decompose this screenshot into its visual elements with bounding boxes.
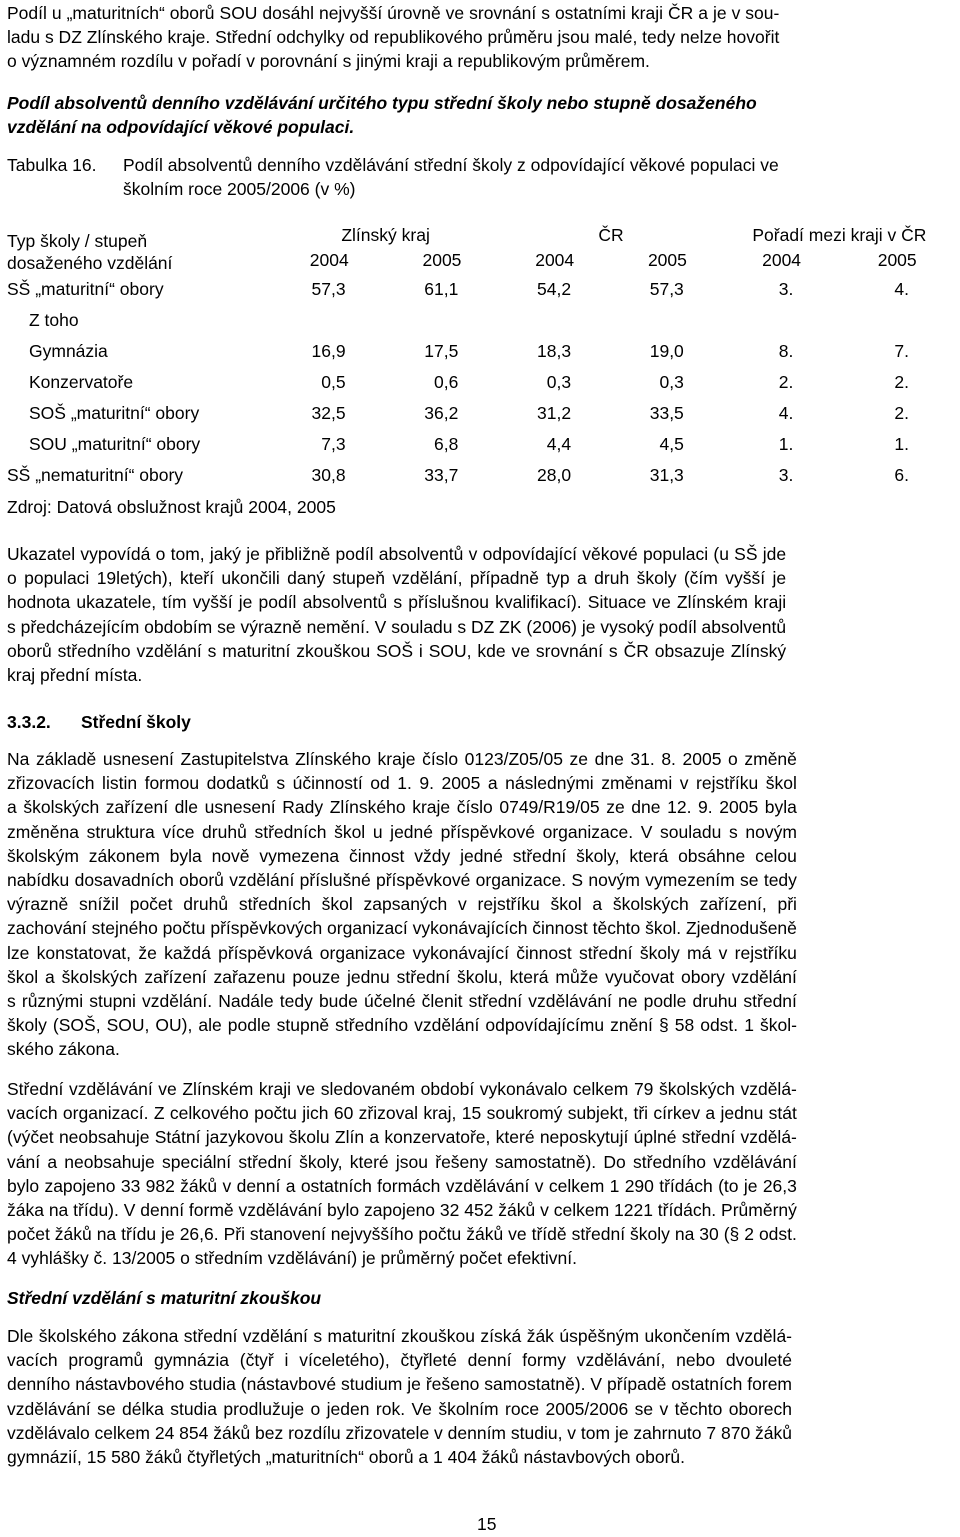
text-line: Střední vzdělávání ve Zlínském kraji ve sledovaném období vykonávalo celkem 79 školských vzdělá- — [7, 1079, 797, 1099]
heading-line: vzdělání na odpovídající věkové populaci. — [7, 117, 355, 138]
cell-value: 0,3 — [659, 372, 684, 392]
text-line: s různými stupni vzdělání. Nadále tedy bude účelné členit střední vzdělávání ne podle druhu střední — [7, 991, 797, 1012]
bold-italic-heading — [7, 91, 757, 139]
year-header: 2004 — [535, 249, 575, 270]
text-line: Na základě usnesení Zastupitelstva Zlínského kraje číslo 0123/Z05/05 ze dne 31. 8. 2005 o změně — [7, 749, 797, 769]
cell-value: 19,0 — [649, 341, 684, 361]
cell-value: 2. — [894, 372, 909, 392]
text-line: a školských zařízení dle usnesení Rady Zlínského kraje číslo 0749/R19/05 ze dne 12. 9. 2005 byla — [7, 797, 797, 818]
table-caption-text: Podíl absolventů denního vzdělávání střední školy z odpovídající věkové populaci ve — [123, 155, 779, 175]
paragraph — [7, 542, 786, 687]
text-line: počet žáků na třídu je 26,6. Při stanovení nejvyššího počtu žáků ve třídě střední školy na 30 (§ 2 odst. — [7, 1224, 797, 1245]
table-caption-text: školním roce 2005/2006 (v %) — [123, 179, 356, 200]
row-label: SŠ „nematuritní“ obory — [7, 465, 184, 485]
heading-line: Podíl absolventů denního vzdělávání určitého typu střední školy nebo stupně dosaženého — [7, 93, 757, 113]
cell-value: 32,5 — [311, 403, 346, 423]
table-caption — [7, 153, 779, 201]
text-line: hodnota ukazatele, tím vyšší je podíl absolventů s příslušnou kvalifikací). Situace ve Zlínském kraji — [7, 592, 787, 613]
year-header: 2004 — [309, 249, 349, 270]
cell-value: 0,6 — [434, 372, 459, 392]
group-header-rank: Pořadí mezi kraji v ČR — [752, 225, 927, 245]
cell-value: 7. — [894, 341, 909, 361]
text-line: ského zákona. — [7, 1039, 120, 1060]
cell-value: 7,3 — [321, 434, 346, 454]
cell-value: 4,4 — [546, 434, 572, 454]
text-line: Dle školského zákona střední vzdělání s maturitní zkouškou získá žák úspěšným ukončením vzdělá- — [7, 1326, 793, 1346]
text-line: (výčet neobsahuje Státní jazykovou školu Zlín a konzervatoře, které neposkytují úplné střední vzdělá- — [7, 1127, 797, 1148]
group-header-zlin: Zlínský kraj — [341, 225, 430, 245]
cell-value: 33,7 — [424, 465, 459, 485]
data-table — [7, 213, 955, 491]
text-line: vzdělávání se délka studia prodlužuje o jeden rok. Ve školním roce 2005/2006 se v těchto oborech — [7, 1398, 793, 1419]
cell-value: 2. — [778, 372, 794, 392]
text-line: vacích organizací. Z celkového počtu jich 60 zřizoval kraj, 15 soukromý subjekt, tři církev a jednu stát — [7, 1103, 797, 1124]
text-line: školy (SOŠ, SOU, OU), ale podle stupně středního vzdělání odpovídajícímu znění § 58 odst. 1 škol- — [7, 1015, 797, 1036]
text-line: žáka na třídu). V denní formě vzdělávání bylo zapojeno 32 452 žáků v celkem 1221 třídách. Průměrný — [7, 1200, 797, 1221]
text-line: ladu s DZ Zlínského kraje. Střední odchylky od republikového průměru jsou malé, tedy nelze hovořit — [7, 27, 780, 48]
text-line: výrazně snížil počet druhů středních škol zapsaných v rejstříku škol a školských zařízení, při — [7, 894, 797, 915]
page-number: 15 — [477, 1514, 497, 1534]
row-label: SOŠ „maturitní“ obory — [29, 403, 200, 423]
year-header: 2005 — [422, 249, 462, 270]
text-line: o významném rozdílu v pořadí v porovnání s jinými kraji a republikovým průměrem. — [7, 51, 650, 72]
text-line: vacích programů gymnázia (čtyř i víceletého), čtyřleté denní formy vzdělávání, nebo dvouleté — [7, 1350, 793, 1371]
row-label: Gymnázia — [29, 341, 108, 361]
cell-value: 2. — [894, 403, 909, 423]
table-row — [7, 460, 955, 491]
text-line: vzdělávalo celkem 24 854 žáků bez rozdílu zřizovatele v denním studiu, v tom je zahrnuto 7 870 žáků — [7, 1422, 793, 1443]
row-label-z-toho: Z toho — [29, 310, 79, 330]
row-label: Konzervatoře — [29, 372, 134, 392]
group-header-cr: ČR — [598, 225, 624, 245]
text-line: lze konstatovat, že každá příspěvková organizace vykonávající činnost střední školy má v rejstříku — [7, 942, 797, 963]
cell-value: 36,2 — [424, 403, 459, 423]
cell-value: 0,5 — [321, 372, 346, 392]
table-source: Zdroj: Datová obslužnost krajů 2004, 2005 — [7, 497, 336, 517]
text-line: 4 vyhlášky č. 13/2005 o středním vzdělávání) je průměrný počet efektivní. — [7, 1248, 578, 1269]
cell-value: 1. — [894, 434, 909, 454]
table-row — [7, 367, 955, 398]
table-row — [7, 398, 955, 429]
cell-value: 6,8 — [434, 434, 459, 454]
cell-value: 61,1 — [424, 279, 459, 299]
section-number: 3.3.2. — [7, 712, 51, 732]
paragraph — [7, 1324, 792, 1469]
text-line: oborů středního vzdělání s maturitní zkouškou SOŠ i SOU, kde ve srovnání s ČR obsazuje Zlínský — [7, 640, 787, 661]
text-line: Podíl u „maturitních“ oborů SOU dosáhl nejvyšší úrovně ve srovnání s ostatními kraji ČR a je v sou- — [7, 3, 780, 23]
row-label: SŠ „maturitní“ obory — [7, 279, 164, 299]
text-line: Ukazatel vypovídá o tom, jaký je přibližně podíl absolventů v odpovídající věkové populaci (u SŠ jde — [7, 544, 787, 564]
year-header: 2005 — [647, 249, 687, 270]
text-line: gymnázií, 15 580 žáků čtyřletých „maturitních“ oborů a 1 404 žáků nástavbových oborů. — [7, 1447, 685, 1468]
text-line: zachování stejného počtu příspěvkových organizací vykonávajících činnost těchto škol. Zjednodušeně — [7, 918, 797, 939]
text-line: zřizovacích listin formou dodatků s účinností od 1. 9. 2005 a následnými změnami v rejstříku škol — [7, 773, 797, 794]
cell-value: 4. — [778, 403, 794, 423]
table-row — [7, 305, 955, 336]
cell-value: 4. — [894, 279, 909, 299]
table-row — [7, 429, 955, 460]
cell-value: 54,2 — [537, 279, 572, 299]
text-line: školským zákonem byla nově vymezena činnost vždy jedné střední školy, která obsáhne celou — [7, 845, 797, 866]
year-header: 2005 — [877, 249, 917, 270]
cell-value: 3. — [778, 279, 794, 299]
cell-value: 6. — [894, 465, 909, 485]
text-line: vání a neobsahuje speciální střední školy, které jsou řešeny samostatně). Do středního vzdělávání — [7, 1151, 797, 1172]
text-line: s předcházejícím obdobím se výrazně nemění. V souladu s DZ ZK (2006) je vysoký podíl absolventů — [7, 616, 787, 637]
cell-value: 4,5 — [659, 434, 684, 454]
table-row — [7, 274, 955, 305]
cell-value: 28,0 — [537, 465, 572, 485]
corner-header-line: dosaženého vzdělání — [7, 253, 173, 273]
cell-value: 31,2 — [537, 403, 572, 423]
corner-header-line: Typ školy / stupeň — [7, 231, 148, 251]
cell-value: 16,9 — [311, 341, 346, 361]
text-line: nabídku dosavadních oborů vzdělání příslušné příspěvkové organizace. S novým vymezením se tedy — [7, 870, 797, 891]
table-row — [7, 336, 955, 367]
cell-value: 30,8 — [311, 465, 346, 485]
cell-value: 57,3 — [311, 279, 346, 299]
table-caption-label: Tabulka 16. — [7, 155, 97, 175]
cell-value: 31,3 — [649, 465, 684, 485]
cell-value: 8. — [778, 341, 794, 361]
text-line: škol a školských zařízení zařazenu pouze jednu střední školu, která může vyučovat obory vzdělání — [7, 966, 797, 987]
cell-value: 33,5 — [649, 403, 684, 423]
corner-header — [7, 213, 273, 274]
text-line: změněna struktura více druhů středních škol u jedné příspěvkové organizace. V souladu s novým — [7, 821, 797, 842]
text-line: denního nástavbového studia (nástavbové studium je řešeno samostatně). V případě ostatních forem — [7, 1374, 793, 1395]
row-label: SOU „maturitní“ obory — [29, 434, 201, 454]
subheading: Střední vzdělání s maturitní zkouškou — [7, 1288, 322, 1308]
table-header-row — [7, 213, 955, 246]
cell-value: 0,3 — [546, 372, 572, 392]
text-line: bylo zapojeno 33 982 žáků v denní a ostatních formách vzdělávání v celkem 1 290 třídách (to je 26,3 — [7, 1175, 797, 1196]
paragraph — [7, 1077, 797, 1271]
year-header: 2004 — [762, 249, 802, 270]
text-line: kraj přední místa. — [7, 665, 143, 686]
cell-value: 1. — [778, 434, 794, 454]
section-heading — [7, 712, 191, 733]
cell-value: 17,5 — [424, 341, 459, 361]
paragraph — [7, 747, 797, 1062]
cell-value: 18,3 — [537, 341, 572, 361]
intro-paragraph — [7, 1, 779, 74]
text-line: o populaci 19letých), kteří ukončili daný stupeň vzdělání, případně typ a druh školy (čím vyšší je — [7, 568, 787, 589]
cell-value: 57,3 — [649, 279, 684, 299]
cell-value: 3. — [778, 465, 794, 485]
section-title: Střední školy — [81, 712, 191, 732]
